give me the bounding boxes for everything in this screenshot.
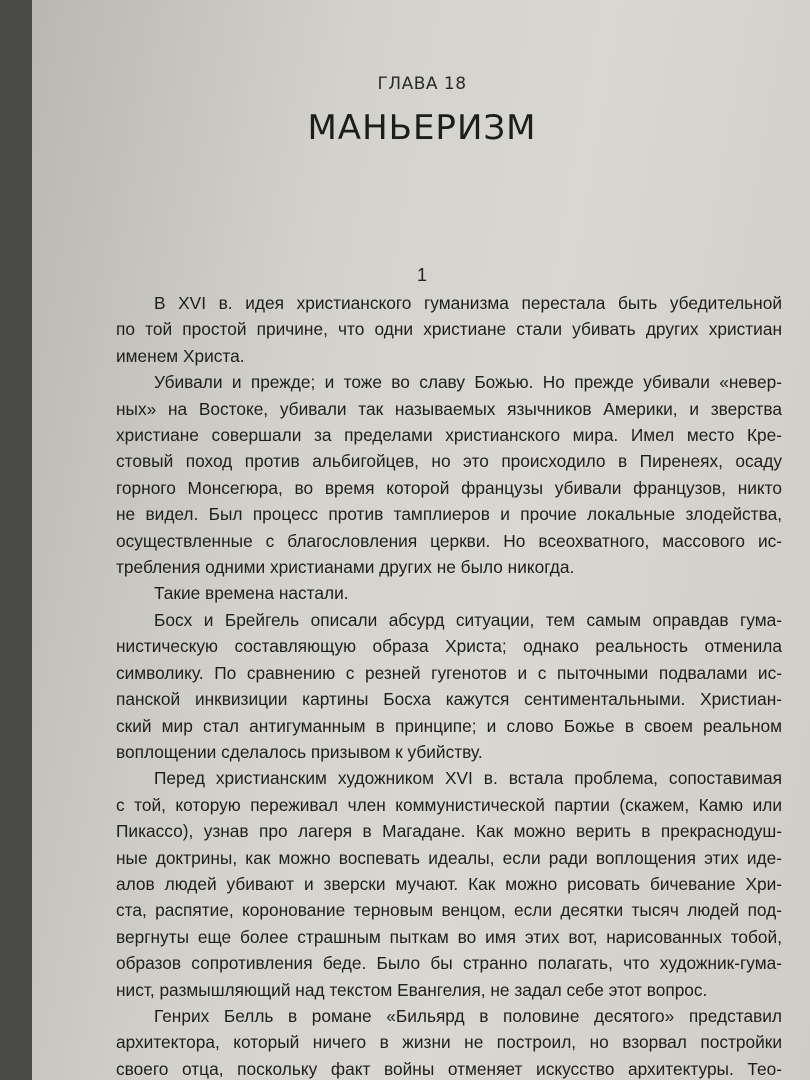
text-line: ные доктрины, как можно воспевать идеалы, если ради воплощения этих иде- [116, 847, 782, 868]
text-line: с той, которую переживал член коммунистической партии (скажем, Камю или [116, 794, 782, 815]
text-line: воплощении сделалось призывом к убийству. [116, 741, 483, 762]
text-line: Пикассо), узнав про лагеря в Магадане. Как можно верить в прекраснодуш- [116, 821, 782, 842]
text-line: ных» на Востоке, убивали так называемых язычников Америки, и зверства [116, 398, 782, 419]
text-line: Убивали и прежде; и тоже во славу Божью. Но прежде убивали «невер- [154, 372, 782, 393]
book-page [32, 0, 810, 1080]
text-line: ский мир стал антигуманным в принципе; и слово Божье в своем реальном [116, 715, 782, 736]
text-line: Перед христианским художником XVI в. встала проблема, сопоставимая [154, 768, 782, 789]
text-line: архитектора, который ничего в жизни не построил, но взорвал постройки [116, 1032, 782, 1053]
text-line: осуществленные с благословления церкви. Но всеохватного, массового ис- [116, 530, 782, 551]
chapter-label: ГЛАВА 18 [377, 74, 467, 94]
chapter-title: МАНЬЕРИЗМ [307, 108, 537, 148]
text-line: Такие времена настали. [154, 583, 349, 604]
text-line: нистическую составляющую образа Христа; однако реальность отменила [116, 636, 782, 657]
text-line: ста, распятие, коронование терновым венцом, если десятки тысяч людей под- [116, 900, 782, 921]
text-line: христиане совершали за пределами христианского мира. Имел место Кре- [116, 425, 782, 446]
section-number: 1 [416, 265, 427, 285]
text-line: символику. По сравнению с резней гугенотов и с пыточными подвалами ис- [116, 662, 782, 683]
text-line: вергнуты еще более страшным пыткам во имя этих вот, нарисованных тобой, [116, 926, 782, 947]
text-line: образов сопротивления беде. Было бы странно полагать, что художник-гума- [116, 953, 782, 974]
text-line: алов людей убивают и зверски мучают. Как можно рисовать бичевание Хри- [116, 873, 782, 894]
text-line: панской инквизиции картины Босха кажутся сентиментальными. Христиан- [116, 689, 782, 710]
text-line: требления одними христианами других не было никогда. [116, 557, 575, 578]
text-line: своего отца, поскольку факт войны отменяет искусство архитектуры. Тео- [116, 1058, 782, 1079]
body-text [116, 290, 782, 1080]
text-line: именем Христа. [116, 345, 245, 366]
text-line: не видел. Был процесс против тамплиеров и прочие локальные злодейства, [116, 504, 782, 525]
text-line: стовый поход против альбигойцев, но это происходило в Пиренеях, осаду [116, 451, 782, 472]
text-line: Босх и Брейгель описали абсурд ситуации, тем самым оправдав гума- [154, 609, 782, 630]
text-line: нист, размышляющий над текстом Евангелия, не задал себе этот вопрос. [116, 979, 708, 1000]
text-line: горного Монсегюра, во время которой французы убивали французов, никто [116, 477, 782, 498]
text-line: по той простой причине, что одни христиане стали убивать других христиан [116, 319, 782, 340]
text-line: В XVI в. идея христианского гуманизма перестала быть убедительной [154, 293, 782, 313]
text-line: Генрих Белль в романе «Бильярд в половине десятого» представил [154, 1005, 782, 1026]
